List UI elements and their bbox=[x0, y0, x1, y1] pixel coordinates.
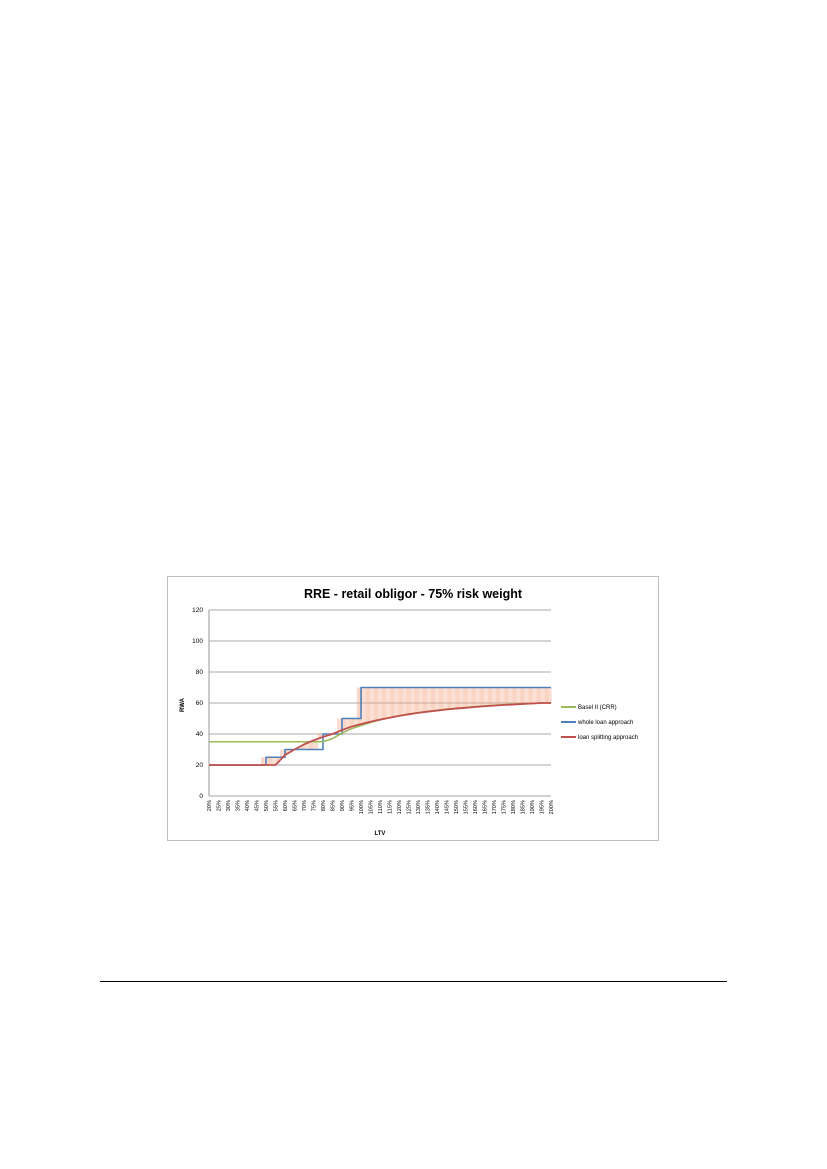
x-tick-label-22: 130% bbox=[416, 800, 422, 815]
x-tick-label-15: 95% bbox=[349, 800, 356, 812]
x-tick-label-1: 25% bbox=[216, 800, 223, 812]
x-tick-label-36: 200% bbox=[549, 800, 555, 815]
x-tick-label-23: 135% bbox=[425, 800, 432, 815]
legend-label-2: loan splitting approach bbox=[578, 735, 639, 741]
x-tick-label-2: 30% bbox=[226, 800, 232, 812]
x-tick-label-16: 100% bbox=[359, 800, 365, 815]
x-tick-label-3: 35% bbox=[235, 800, 242, 812]
x-tick-label-32: 180% bbox=[511, 800, 517, 815]
x-tick-label-19: 115% bbox=[387, 800, 394, 814]
y-tick-label-40: 40 bbox=[195, 731, 203, 739]
x-tick-label-20: 120% bbox=[397, 800, 403, 815]
x-tick-labels bbox=[207, 800, 555, 814]
x-tick-label-26: 150% bbox=[454, 800, 460, 815]
y-tick-label-100: 100 bbox=[192, 638, 203, 646]
x-tick-label-11: 75% bbox=[311, 800, 318, 812]
x-tick-label-9: 65% bbox=[292, 800, 299, 812]
y-tick-label-120: 120 bbox=[192, 607, 203, 615]
x-tick-label-5: 45% bbox=[254, 800, 261, 812]
legend bbox=[561, 705, 638, 741]
x-tick-label-21: 125% bbox=[406, 800, 413, 815]
x-tick-label-4: 40% bbox=[245, 800, 251, 812]
x-tick-label-30: 170% bbox=[492, 800, 498, 815]
x-tick-label-8: 60% bbox=[283, 800, 289, 812]
x-tick-label-24: 140% bbox=[435, 800, 441, 815]
legend-label-1: whole loan approach bbox=[578, 720, 634, 726]
x-tick-label-10: 70% bbox=[302, 800, 308, 812]
x-tick-label-27: 155% bbox=[463, 800, 470, 815]
legend-label-0: Basel II (CRR) bbox=[578, 705, 617, 711]
chart-frame bbox=[167, 576, 659, 841]
rwa-ltv-chart bbox=[168, 577, 658, 840]
x-axis-title: LTV bbox=[374, 831, 386, 837]
x-tick-label-14: 90% bbox=[340, 800, 346, 812]
y-tick-labels bbox=[192, 607, 203, 800]
y-tick-label-20: 20 bbox=[195, 762, 203, 770]
y-axis-title: RWA bbox=[180, 698, 186, 712]
difference-hatching bbox=[261, 688, 551, 766]
x-tick-label-13: 85% bbox=[330, 800, 337, 812]
y-tick-label-60: 60 bbox=[195, 700, 203, 708]
x-tick-label-25: 145% bbox=[444, 800, 451, 815]
x-tick-label-29: 165% bbox=[482, 800, 489, 815]
x-tick-label-6: 50% bbox=[264, 800, 270, 812]
chart-title: RRE - retail obligor - 75% risk weight bbox=[303, 587, 523, 601]
x-tick-label-17: 105% bbox=[368, 800, 375, 815]
y-tick-label-0: 0 bbox=[199, 793, 203, 801]
x-tick-label-33: 185% bbox=[520, 800, 527, 815]
footnote-separator bbox=[100, 981, 727, 982]
x-tick-label-0: 20% bbox=[207, 800, 213, 812]
y-tick-label-80: 80 bbox=[195, 669, 203, 677]
x-tick-label-7: 55% bbox=[273, 800, 280, 812]
x-tick-label-12: 80% bbox=[321, 800, 327, 812]
x-tick-label-28: 160% bbox=[473, 800, 479, 815]
x-tick-label-35: 195% bbox=[539, 800, 546, 815]
x-tick-label-18: 110% bbox=[378, 800, 384, 814]
x-tick-label-34: 190% bbox=[530, 800, 536, 815]
x-tick-label-31: 175% bbox=[501, 800, 508, 815]
